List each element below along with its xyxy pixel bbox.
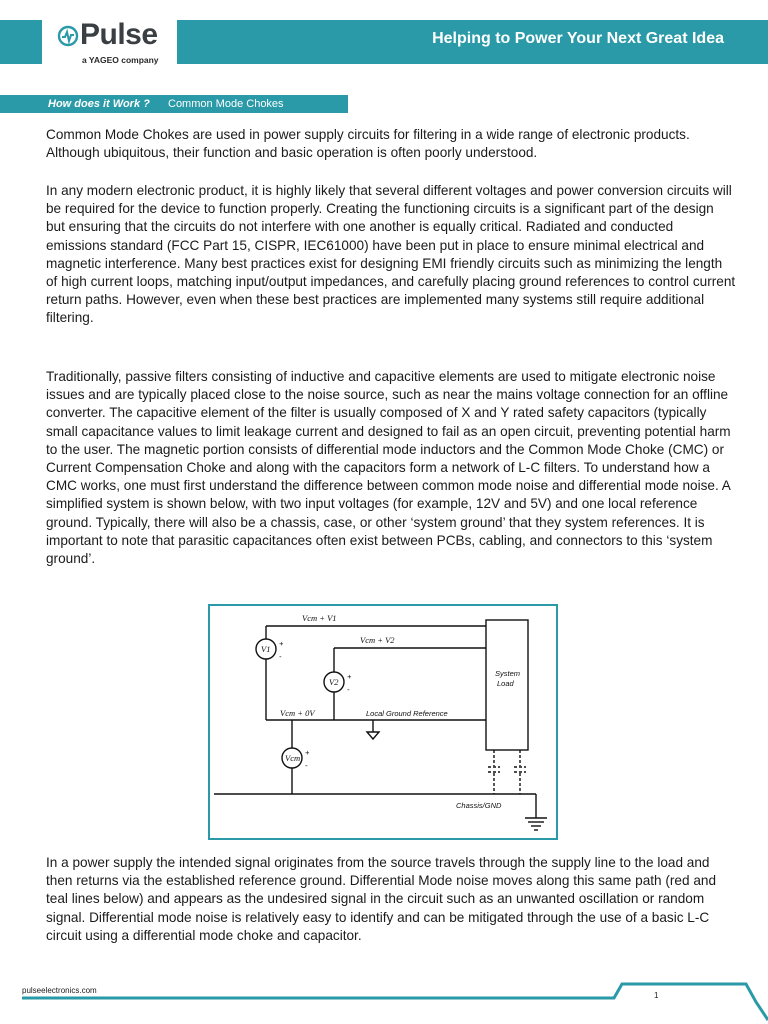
label-local-ground: Local Ground Reference [366, 709, 448, 718]
footer-rule [0, 980, 768, 1024]
label-vcm-minus: - [305, 761, 308, 770]
logo-subtext: a YAGEO company [82, 55, 159, 65]
label-source-v1: V1 [261, 644, 271, 654]
label-v1-minus: - [279, 652, 282, 661]
circuit-diagram [208, 604, 558, 840]
label-system-load-1: System [495, 669, 521, 678]
section-question: How does it Work ? [48, 98, 150, 110]
circuit-diagram-svg [210, 606, 556, 838]
label-source-vcm: Vcm [285, 753, 301, 763]
label-vcm-v2: Vcm + V2 [360, 635, 395, 645]
label-v2-plus: + [347, 672, 352, 681]
pulse-logo-icon [57, 25, 79, 47]
paragraph-passive-filters: Traditionally, passive filters consisting of inductive and capacitive elements are used to mitigate electronic noise issues and are typically placed close to the noise source, such as near the mains voltage connection for an offline converter. The capacitive element of the filter is usually composed of X and Y rated safety capacitors (typically small capacitance values to limit leakage current and designed to fail as an open circuit, preventing potential harm to the user. The magnetic portion consists of differential mode inductors and the Common Mode Choke (CMC) or Current Compensation Choke and along with the capacitors form a network of L-C filters. To understand how a CMC works, one must first understand the difference between common mode noise and differential mode noise. A simplified system is shown below, with two input voltages (for example, 12V and 5V) and one local reference ground. Typically, there will also be a chassis, case, or other ‘system ground’ that they system references. It is important to note that parasitic capacitances often exist between PCBs, cabling, and connectors to this ‘system ground’. [46, 369, 731, 567]
paragraph-emi-practices: In any modern electronic product, it is highly likely that several different voltages and power conversion circuits will be required for the device to function properly. Creating the functioning circuits is a significant part of the design but ensuring that the circuits do not interfere with one another is equally critical. Radiated and conducted emissions standard (FCC Part 15, CISPR, IEC61000) have been put in place to ensure minimal electrical and magnetic interference. Many best practices exist for designing EMI friendly circuits such as minimizing the length of high current loops, matching input/output impedances, and carefully placing ground references to control current return paths. However, even when these best practices are implemented many systems still require additional filtering. [46, 183, 736, 326]
label-vcm-v1: Vcm + V1 [302, 613, 337, 623]
label-source-v2: V2 [329, 677, 339, 687]
label-vcm-0v: Vcm + 0V [280, 708, 315, 718]
header-tagline: Helping to Power Your Next Great Idea [432, 30, 724, 47]
logo-wordmark: Pulse [80, 18, 158, 51]
parasitic-capacitors [488, 750, 526, 794]
pulse-logo[interactable] [42, 14, 177, 70]
footer-url[interactable]: pulseelectronics.com [22, 986, 97, 995]
label-vcm-plus: + [305, 748, 310, 757]
label-system-load-2: Load [497, 679, 514, 688]
page-number: 1 [654, 991, 659, 1000]
local-ground-symbol [367, 732, 379, 739]
paragraph-intro: Common Mode Chokes are used in power supply circuits for filtering in a wide range of electronic products. Although ubiquitous, their function and basic operation is often poorly understood. [46, 127, 690, 161]
label-v2-minus: - [347, 685, 350, 694]
label-v1-plus: + [279, 639, 284, 648]
section-topic: Common Mode Chokes [168, 98, 284, 110]
label-chassis: Chassis/GND [456, 801, 502, 810]
section-heading-bar [0, 95, 348, 113]
paragraph-differential-noise: In a power supply the intended signal originates from the source travels through the supply line to the load and then returns via the established reference ground. Differential Mode noise moves along this same path (red and teal lines below) and appears as the undesired signal in the circuit such as an unwanted oscillation or random signal. Differential mode noise is relatively easy to identify and can be mitigated through the use of a basic L-C circuit using a differential mode choke and capacitor. [46, 855, 717, 943]
